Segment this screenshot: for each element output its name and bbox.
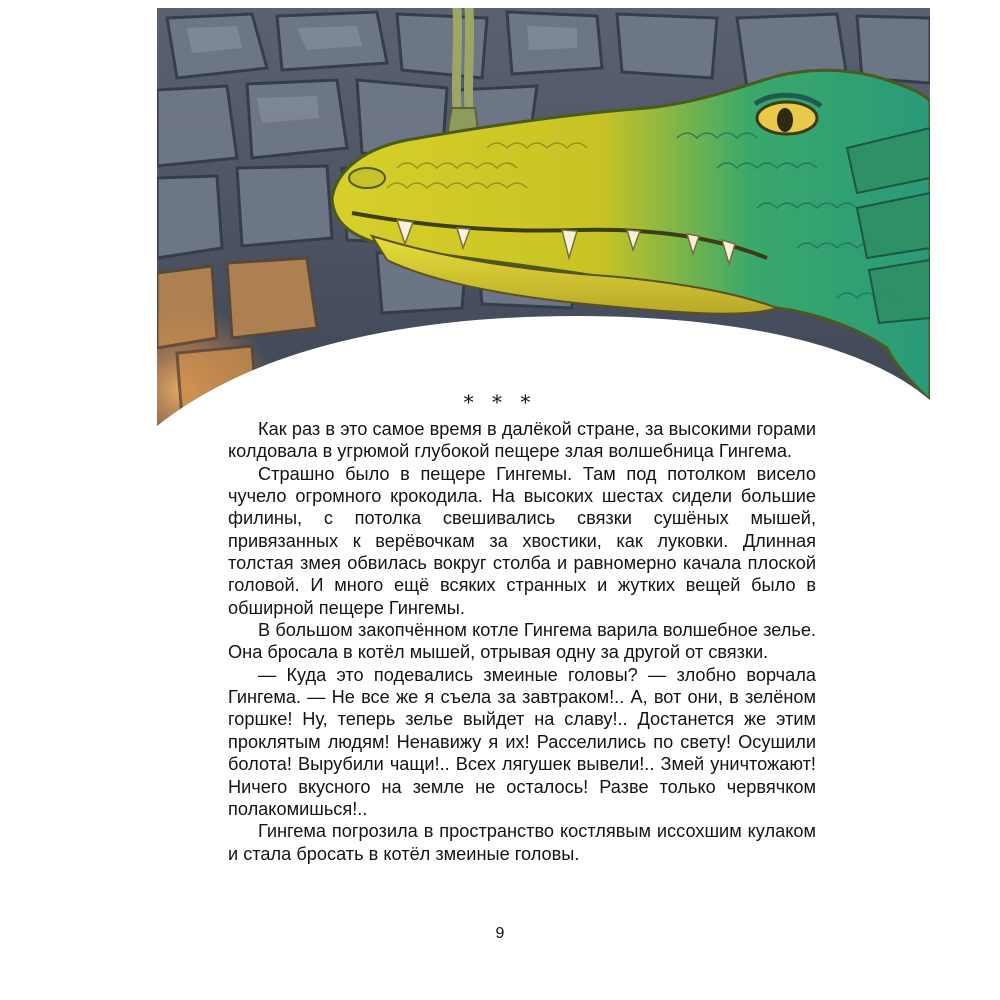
paragraph: Страшно было в пещере Гингемы. Там под потолком висело чучело огромного крокодила. На высоких шестах сидели большие филины, с потолка свешивались связки сушёных мышей, привязанных к верёвочкам за хвостики, как луковки. Длинная толстая змея обвилась вокруг столба и равномерно качала плоской головой. И много ещё всяких странных и жутких вещей было в обширной пещере Гингемы. [228,463,816,618]
paragraph: Как раз в это самое время в далёкой стране, за высокими горами колдовала в угрюмой глубокой пещере злая волшебница Гингема. [228,419,816,462]
crocodile-illustration [157,8,930,426]
page-number: 9 [495,925,505,942]
paragraph: — Куда это подевались змеиные головы? — злобно ворчала Гингема. — Не все же я съела за завтраком!.. А, вот они, в зелёном горшке! Ну, теперь зелье выйдет на славу!.. Достанется же этим проклятым людям! Ненавижу я их! Расселились по свету! Осушили болота! Вырубили чащи!.. Всех лягушек вывели!.. Змей уничтожают! Ничего вкусного на земле не осталось! Разве только червячком полакомишься!.. [228,664,816,819]
paragraph: В большом закопчённом котле Гингема варила волшебное зелье. Она бросала в котёл мышей, отрывая одну за другой от связки. [228,620,816,663]
section-separator: * * * [463,390,537,414]
paragraph: Гингема погрозила в пространство костлявым иссохшим кулаком и стала бросать в котёл змеиные головы. [228,821,816,864]
story-text [228,418,816,865]
